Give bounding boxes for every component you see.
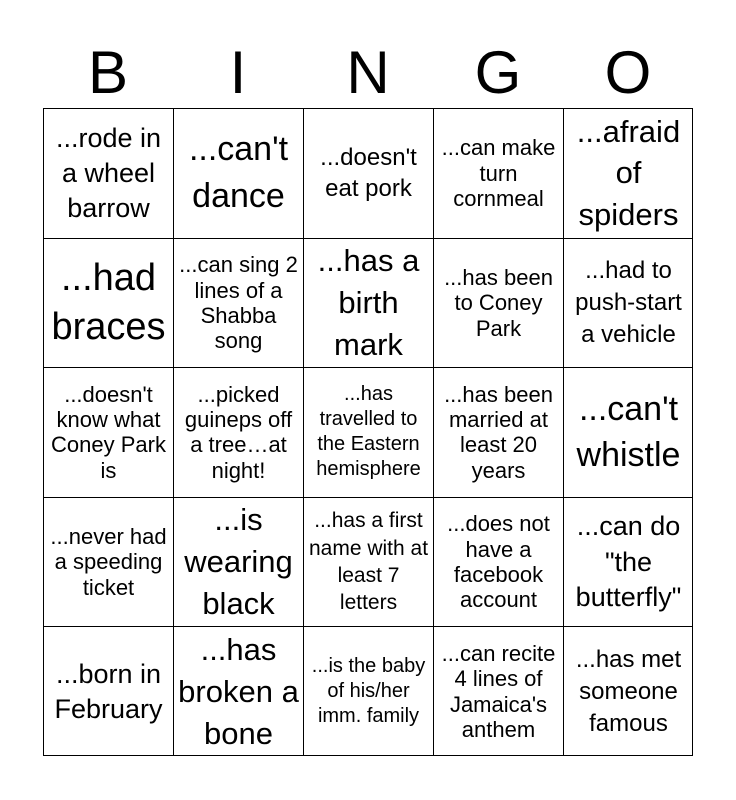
- bingo-cell[interactable]: ...can't dance: [173, 108, 303, 238]
- bingo-cell[interactable]: ...doesn't eat pork: [303, 108, 433, 238]
- bingo-cell[interactable]: ...had to push-start a vehicle: [563, 238, 693, 368]
- bingo-cell[interactable]: ...rode in a wheel barrow: [43, 108, 173, 238]
- header-letter-i: I: [229, 39, 247, 106]
- bingo-cell[interactable]: ...has been to Coney Park: [433, 238, 563, 368]
- bingo-cell[interactable]: ...can't whistle: [563, 367, 693, 497]
- bingo-cell[interactable]: ...afraid of spiders: [563, 108, 693, 238]
- header-letter-g: G: [474, 39, 522, 106]
- bingo-cell[interactable]: ...can recite 4 lines of Jamaica's anthem: [433, 626, 563, 756]
- bingo-cell[interactable]: ...does not have a facebook account: [433, 497, 563, 627]
- bingo-cell[interactable]: ...has broken a bone: [173, 626, 303, 756]
- bingo-header: [43, 38, 693, 108]
- bingo-cell[interactable]: ...can sing 2 lines of a Shabba song: [173, 238, 303, 368]
- bingo-cell[interactable]: ...had braces: [43, 238, 173, 368]
- header-letter-n: N: [346, 39, 390, 106]
- bingo-cell[interactable]: ...has travelled to the Eastern hemisphere: [303, 367, 433, 497]
- bingo-cell[interactable]: ...never had a speeding ticket: [43, 497, 173, 627]
- bingo-cell[interactable]: ...has a first name with at least 7 letters: [303, 497, 433, 627]
- bingo-cell[interactable]: ...has been married at least 20 years: [433, 367, 563, 497]
- bingo-cell[interactable]: ...has met someone famous: [563, 626, 693, 756]
- bingo-cell[interactable]: ...can make turn cornmeal: [433, 108, 563, 238]
- bingo-cell[interactable]: ...is the baby of his/her imm. family: [303, 626, 433, 756]
- header-letter-o: O: [604, 39, 652, 106]
- bingo-cell[interactable]: ...is wearing black: [173, 497, 303, 627]
- bingo-cell[interactable]: ...picked guineps off a tree…at night!: [173, 367, 303, 497]
- bingo-cell[interactable]: ...doesn't know what Coney Park is: [43, 367, 173, 497]
- bingo-cell[interactable]: ...born in February: [43, 626, 173, 756]
- bingo-cell[interactable]: ...has a birth mark: [303, 238, 433, 368]
- header-letter-b: B: [87, 39, 129, 106]
- bingo-card-grid: [43, 108, 693, 756]
- bingo-cell[interactable]: ...can do "the butterfly": [563, 497, 693, 627]
